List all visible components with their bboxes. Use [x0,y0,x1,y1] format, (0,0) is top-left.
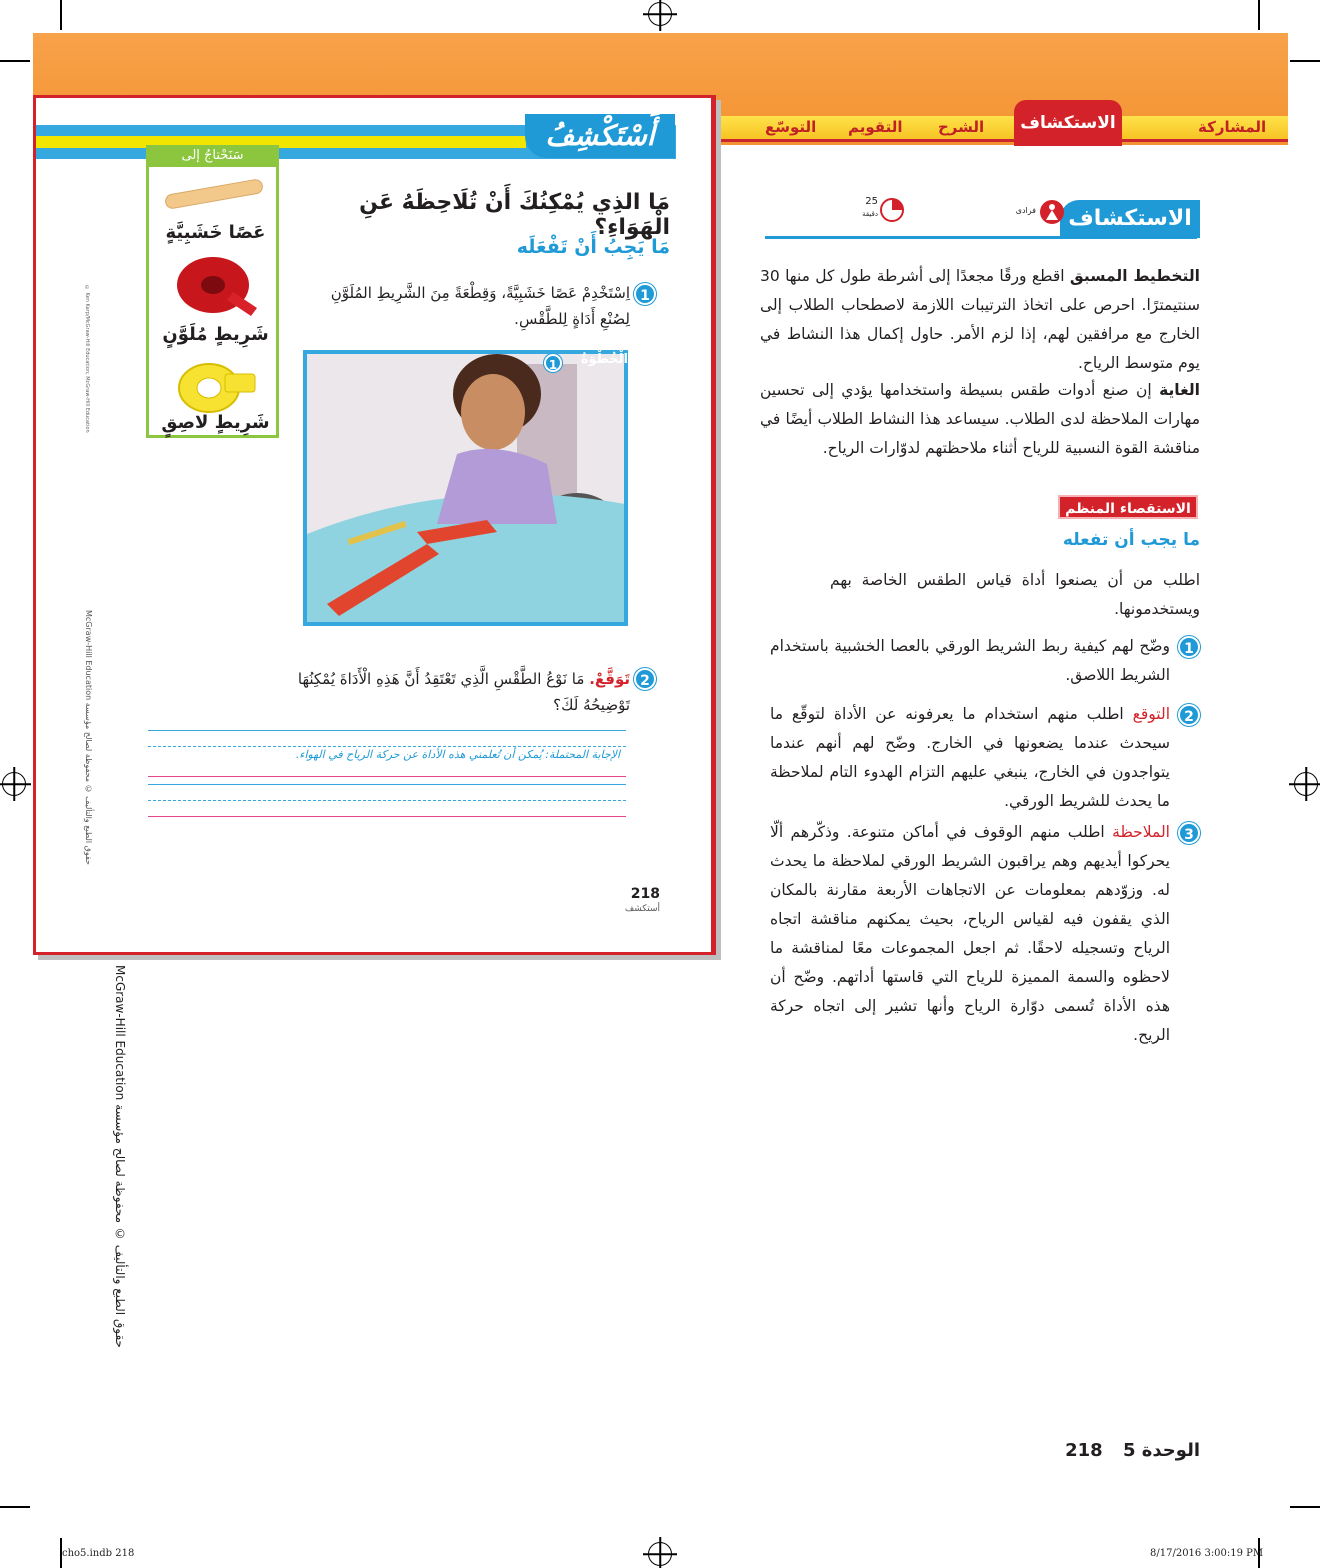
tab-explain[interactable]: الشرح [938,118,985,136]
tape-roll-image [173,360,259,416]
answer-line [148,776,626,777]
answer-line [148,746,626,747]
teacher-intro: اطلب من أن يصنعوا أداة قياس الطقس الخاصة بهم ويستخدمونها. [830,571,1200,618]
student-activity-photo [303,350,628,626]
teacher-item-3-number: 3 [1178,822,1200,844]
predict-text: اطلب منهم استخدام ما يعرفونه عن الأداة لتوقّع ما سيحدث عندما يضعونها في الخارج. وضّح لهم أنهم عندما يتواجدون في الخارج، ينبغي عليهم التزام الهدوء التام لملاحظة ما يحدث للشريط الورقي. [770,705,1170,810]
registration-mark-icon [648,1542,672,1566]
answer-line [148,784,626,785]
inquiry-badge: الاستقصاء المنظم [1058,495,1198,519]
material-label: شَرِيطٍ لاصِقٍ [161,412,270,433]
crepe-paper-image [173,252,259,318]
observe-text: اطلب منهم الوقوف في أماكن متنوعة. وذكّرهم ألّا يحركوا أيديهم وهم يراقبون الشريط الورقي لملاحظة ما يحدث له. وزوّدهم بمعلومات عن الاتجاهات الأربعة مقارنة بالمكان الذي يقفون فيه لقياس الرياح، بحيث يمكنهم مناقشة اتجاه الرياح وتسجيله لاحقًا. ثم اجعل المجموعات معًا لمناقشة ما لاحظوه والسمة المميزة للرياح التي قاستها أداتهم. وضّح أن هذه الأداة تُسمى دوّارة الرياح وأنها تشير إلى اتجاه حركة الريح. [770,823,1170,1044]
teacher-item-2 [770,700,1170,816]
photo-step-number: 1 [544,354,562,372]
teacher-page-number: 218 [1065,1440,1103,1461]
advance-planning-text: اقطع ورقًا مجعدًا إلى أشرطة طول كل منها 30 سنتيمترًا. احرص على اتخاذ الترتيبات اللازمة لاصطحاب الطلاب إلى الخارج مع مرافقين لهم، إذا لزم الأمر. حاول إكمال هذا النشاط في يوم متوسط الرياح. [760,267,1200,372]
registration-mark-icon [1294,772,1318,796]
predict-keyword: تَوَقَّعْ. [589,670,630,688]
step-2-number: 2 [634,668,656,690]
time-value: 25 [865,196,878,207]
crop-mark [1290,1506,1320,1508]
popsicle-stick-image [161,178,267,210]
purpose-text: إن صنع أدوات طقس بسيطة واستخدامها يؤدي إلى تحسين مهارات الملاحظة لدى الطلاب. سيساعد هذا النشاط الطلاب أيضًا في مناقشة القوة النسبية للرياح أثناء ملاحظتهم لدوّارات الرياح. [760,381,1200,457]
student-copyright: حقوق الطبع والتأليف © محفوظة لصالح مؤسسة McGraw-Hill Education [84,610,93,865]
teacher-item-1: وضّح لهم كيفية ربط الشريط الورقي بالعصا الخشبية باستخدام الشريط اللاصق. [770,637,1170,684]
material-label: عَصًا خَشَبِيَّةٍ [165,222,266,243]
title-stripe-accent [36,136,526,148]
teacher-section-title: الاستكشاف [1060,200,1200,238]
student-step-2-text [250,666,630,718]
purpose-label: الغاية [1159,381,1200,399]
registration-mark-icon [648,2,672,26]
sample-answer: الإجابة المحتملة: يُمكن أن تُعلمني هذه الأداة عن حركة الرياح في الهواء. [295,748,620,761]
photo-credit: © Ken Karp/McGraw-Hill Education; McGraw-Hill Education [84,285,90,433]
answer-line [148,816,626,817]
student-page-number: 218 [630,886,660,902]
crop-mark [1290,60,1320,62]
teacher-page-footer [1040,1440,1200,1461]
time-unit: دقيقة [862,210,878,218]
answer-line [148,800,626,801]
purpose-paragraph [760,376,1200,463]
registration-mark-icon [2,772,26,796]
student-page-section: أستكشف [624,904,660,914]
predict-question: مَا نَوْعُ الطَّقْسِ الَّذِي تَعْتَقِدُ أَنَّ هَذِهِ الْأَدَاةَ يُمْكِنُهَا تَوْضِيحُهُ لَكَ؟ [297,670,630,714]
crop-mark [0,60,30,62]
teacher-item-3 [770,818,1170,1050]
materials-box [146,145,279,438]
lesson-tab-bar [720,116,1288,142]
tab-extend[interactable]: التوسّع [765,118,817,136]
individual-icon [1040,200,1064,224]
teacher-item-1-number: 1 [1178,636,1200,658]
material-label: شَرِيطٍ مُلَوَّنٍ [162,324,269,345]
unit-label: الوحدة 5 [1122,1440,1200,1461]
crop-mark [1258,0,1260,30]
step-1-number: 1 [634,283,656,305]
materials-heading: سَنَحْتاجُ إلى [146,145,279,167]
predict-label: التوقع [1132,705,1170,723]
tab-evaluate[interactable]: التقويم [848,118,903,136]
timer-icon [880,198,904,222]
answer-line [148,730,626,731]
photo-step-label: الْخُطْوَةُ [580,352,628,367]
file-slug: cho5.indb 218 [62,1548,135,1559]
mode-label: فرادى [1015,206,1036,215]
advance-planning-paragraph [760,262,1200,378]
teacher-what-to-do: ما يجب أن تفعله [1062,530,1200,550]
tab-engage[interactable]: المشاركة [1198,118,1267,136]
tab-explore-active[interactable]: الاستكشاف [1014,100,1122,146]
observe-label: الملاحظة [1112,823,1170,841]
publisher-copyright: حقوق الطبع والتأليف © محفوظة لصالح مؤسسة McGraw-Hill Education [113,965,127,1348]
student-what-to-do: مَا يَجِبُ أَنْ تَفْعَلَه [516,236,670,258]
advance-planning-label: التخطيط المسبق [1069,267,1200,285]
student-step-1-text: اِسْتَخْدِمْ عَصًا خَشَبِيَّةً، وَقِطْعَةً مِنَ الشَّرِيطِ المُلَوَّنِ لِصُنْعِ أَدَاةٍ لِلطَّقْسِ. [330,284,630,328]
student-section-title: أَسْتَكْشِفُ [525,114,675,158]
girl-at-table-illustration [307,354,625,622]
crop-mark [0,1506,30,1508]
print-timestamp: 8/17/2016 3:00:19 PM [1150,1548,1264,1559]
teacher-item-2-number: 2 [1178,704,1200,726]
crop-mark [60,0,62,30]
student-question: مَا الذِي يُمْكِنُكَ أَنْ تُلَاحِظَهُ عَنِ الْهَوَاءِ؟ [359,190,670,240]
